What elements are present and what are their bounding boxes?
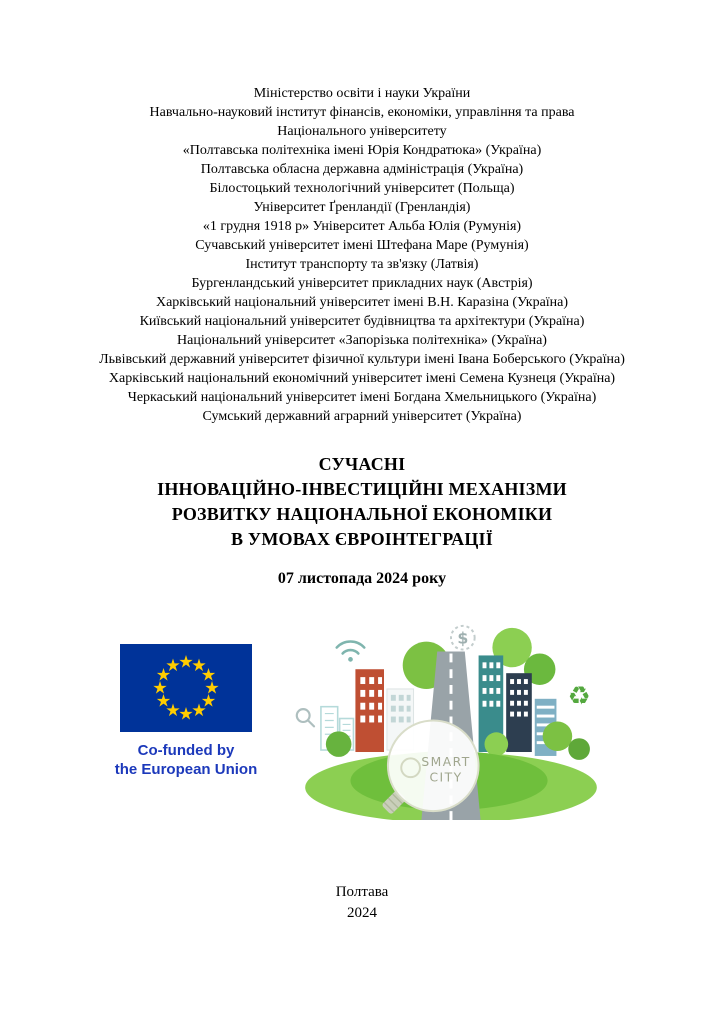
eu-funding-block xyxy=(115,644,258,779)
title-line: СУЧАСНІ xyxy=(318,454,406,474)
institution-line: Львівський державний університет фізичної культури імені Івана Боберського (Україна) xyxy=(99,352,625,367)
institution-line: Сумський державний аграрний університет (Україна) xyxy=(202,409,522,424)
institutions-list xyxy=(0,0,724,426)
bulb-text-city: CITY xyxy=(429,770,463,785)
institution-line: «Полтавська політехніка імені Юрія Кондратюка» (Україна) xyxy=(182,143,542,158)
smart-city-illustration xyxy=(293,618,609,820)
institution-line: Черкаський національний університет імені Богдана Хмельницького (Україна) xyxy=(127,390,597,405)
institution-line: Харківський національний університет імені В.Н. Каразіна (Україна) xyxy=(155,295,569,310)
footer-year: 2024 xyxy=(347,905,377,921)
navy-building xyxy=(506,673,532,752)
institution-line: Інститут транспорту та зв'язку (Латвія) xyxy=(245,257,479,272)
title-line: РОЗВИТКУ НАЦІОНАЛЬНОЇ ЕКОНОМІКИ xyxy=(171,504,553,524)
eu-caption-line1: Co-funded by xyxy=(137,742,235,759)
eu-caption-line2: the European Union xyxy=(114,761,258,778)
institution-line: Київський національний університет будівництва та архітектури (Україна) xyxy=(139,314,585,329)
title-line: В УМОВАХ ЄВРОІНТЕГРАЦІЇ xyxy=(231,529,493,549)
wifi-icon xyxy=(337,641,365,661)
institution-line: Національного університету xyxy=(277,124,447,139)
institution-line: «1 грудня 1918 р» Університет Альба Юлія (Румунія) xyxy=(202,219,522,234)
footer-city: Полтава xyxy=(335,884,389,900)
institution-line: Білостоцький технологічний університет (Польща) xyxy=(209,181,515,196)
logos-row xyxy=(0,618,724,820)
bulb-text-smart: SMART xyxy=(421,754,472,769)
institution-line: Бургенландський університет прикладних наук (Австрія) xyxy=(191,276,533,291)
title-line: ІННОВАЦІЙНО-ІНВЕСТИЦІЙНІ МЕХАНІЗМИ xyxy=(157,479,567,499)
institution-line: Навчально-науковий інститут фінансів, економіки, управління та права xyxy=(149,105,575,120)
dollar-icon xyxy=(451,626,475,650)
institution-line: Національний університет «Запорізька політехніка» (Україна) xyxy=(177,333,547,348)
institution-line: Міністерство освіти і науки України xyxy=(253,86,471,101)
institution-line: Університет Ґренландії (Гренландія) xyxy=(253,200,471,215)
magnifier-icon xyxy=(297,709,314,726)
eu-caption xyxy=(115,741,258,779)
eu-flag xyxy=(120,644,252,732)
red-building xyxy=(356,669,385,752)
footer xyxy=(0,882,724,924)
recycle-icon: ♻ xyxy=(567,681,591,712)
conference-title xyxy=(0,452,724,552)
institution-line: Полтавська обласна державна адміністрація (Україна) xyxy=(200,162,524,177)
svg-text:$: $ xyxy=(457,628,469,648)
institution-line: Харківський національний економічний університет імені Семена Кузнеця (Україна) xyxy=(108,371,616,386)
institution-line: Сучавський університет імені Штефана Маре (Румунія) xyxy=(195,238,529,253)
conference-date: 07 листопада 2024 року xyxy=(277,570,447,587)
